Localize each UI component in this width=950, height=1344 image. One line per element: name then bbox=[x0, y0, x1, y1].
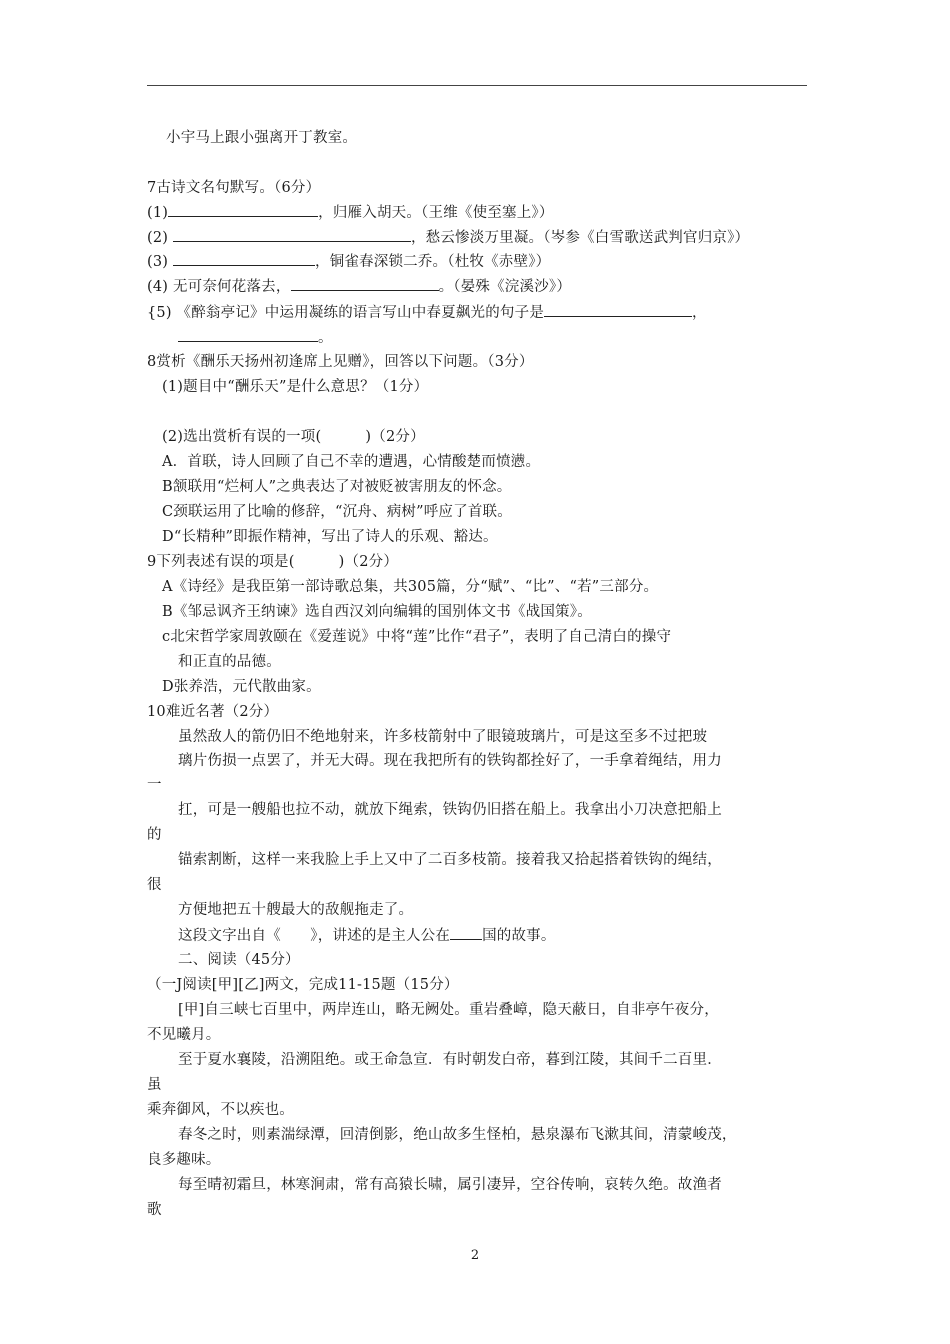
classical-text-line: 歌 bbox=[147, 1202, 162, 1218]
passage-line: 很 bbox=[147, 877, 162, 893]
passage-line: 扛，可是一艘船也拉不动，就放下绳索，铁钩仍旧搭在船上。我拿出小刀决意把船上 bbox=[178, 802, 722, 818]
q8-title: 8赏析《酬乐天扬州初逢席上见赠》，回答以下问题。（3分） bbox=[147, 354, 534, 370]
q9-option-c-cont: 和正直的品德。 bbox=[178, 654, 281, 670]
passage-line: 虽然敌人的箭仍旧不绝地射来，许多枝箭射中了眼镜玻璃片，可是这至多不过把玻 bbox=[178, 729, 708, 745]
classical-text-line: 良多趣味。 bbox=[147, 1152, 221, 1168]
prev-question-tail: 小宇马上跟小强离开丁教室。 bbox=[166, 130, 358, 146]
q7-item-1: (1) ，归雁入胡天。（王维《使至塞上》） bbox=[147, 205, 554, 221]
classical-text-line: [甲]自三峡七百里中，两岸连山，略无阙处。重岩叠嶂，隐天蔽日，自非亭午夜分， bbox=[178, 1002, 719, 1018]
passage-line: 锚索割断，这样一来我脸上手上又中了二百多枝箭。接着我又拾起搭着铁钩的绳结， bbox=[178, 852, 722, 868]
answer-blank[interactable] bbox=[173, 252, 315, 266]
q8-option-a: A．首联，诗人回顾了自己不幸的遭遇，心情酸楚而愤懑。 bbox=[162, 454, 541, 470]
q7-item-5: {5) 《醉翁亭记》中运用凝练的语言写山中春夏飙光的句子是 ， bbox=[147, 305, 707, 321]
q9-option-d: D张养浩，元代散曲家。 bbox=[162, 679, 321, 695]
answer-blank[interactable] bbox=[168, 203, 318, 217]
classical-text-line: 乘奔御风，不以疾也。 bbox=[147, 1102, 294, 1118]
q7-item-3: (3) ，铜雀春深锁二乔。（杜牧《赤壁》） bbox=[147, 254, 551, 270]
classical-text-line: 至于夏水襄陵，沿溯阻绝。或王命急宣．有时朝发白帝，暮到江陵，其间千二百里． bbox=[178, 1052, 722, 1068]
classical-text-line: 每至晴初霜旦，林寒涧肃，常有高猿长啸，属引凄异，空谷传响，哀转久绝。故渔者 bbox=[178, 1177, 722, 1193]
answer-blank[interactable] bbox=[291, 277, 439, 291]
q8-sub-1: (1)题目中“酬乐天”是什么意思？（1分） bbox=[162, 379, 429, 395]
classical-text-line: 春冬之时，则素湍绿潭，回清倒影，绝山故多生怪柏，悬泉瀑布飞漱其间，清蒙峻茂， bbox=[178, 1127, 737, 1143]
q8-option-b: B颔联用“烂柯人”之典表达了对被贬被害朋友的怀念。 bbox=[162, 479, 512, 495]
q9-option-c: c北宋哲学家周敦颐在《爱莲说》中将“莲”比作“君子”，表明了自己清白的操守 bbox=[162, 629, 672, 645]
q10-question: 这段文字出自《 》，讲述的是主人公在 国的故事。 bbox=[178, 928, 556, 944]
passage-line: 一 bbox=[147, 777, 162, 793]
q9-option-a: A《诗经》是我臣第一部诗歌总集，共305篇，分“赋”、“比”、“若”三部分。 bbox=[162, 579, 659, 595]
answer-blank[interactable] bbox=[178, 328, 318, 342]
page-number: 2 bbox=[470, 1248, 480, 1263]
q7-item-2: (2) ，愁云惨淡万里凝。（岑参《白雪歌送武判官归京》） bbox=[147, 230, 750, 246]
passage-line: 璃片伤损一点罢了，并无大碍。现在我把所有的铁钩都拴好了，一手拿着绳结，用力 bbox=[178, 753, 722, 769]
passage-line: 的 bbox=[147, 827, 162, 843]
q7-title: 7古诗文名句默写。（6分） bbox=[147, 180, 321, 196]
answer-blank[interactable] bbox=[544, 303, 692, 317]
answer-blank[interactable] bbox=[450, 926, 482, 940]
q8-option-c: C颈联运用了比喻的修辞，“沉舟、病树”呼应了首联。 bbox=[162, 504, 512, 520]
answer-blank[interactable] bbox=[173, 228, 411, 242]
q7-item-4: (4) 无可奈何花落去， 。（晏殊《浣溪沙》） bbox=[147, 279, 572, 295]
q10-title: 10难近名著（2分） bbox=[147, 704, 279, 720]
q9-title: 9下列表述有误的项是( )（2分） bbox=[147, 554, 399, 570]
header-rule bbox=[147, 85, 807, 86]
passage-line: 方便地把五十艘最大的敌舰拖走了。 bbox=[178, 902, 414, 918]
q7-item-5-cont: 。 bbox=[178, 328, 333, 347]
section-two-title: 二、阅读（45分） bbox=[178, 952, 300, 968]
classical-text-line: 不见曦月。 bbox=[147, 1027, 221, 1043]
q8-option-d: D“长精种”即振作精神，写出了诗人的乐观、豁达。 bbox=[162, 529, 498, 545]
classical-text-line: 虽 bbox=[147, 1077, 162, 1093]
reading-one-title: （一J阅读[甲][乙]两文，完成11-15题（15分） bbox=[147, 977, 459, 993]
q8-sub-2: (2)选出赏析有误的一项( )（2分） bbox=[162, 429, 425, 445]
q9-option-b: B《邹忌讽齐王纳谏》选自西汉刘向编辑的国别体文书《战国策》。 bbox=[162, 604, 592, 620]
